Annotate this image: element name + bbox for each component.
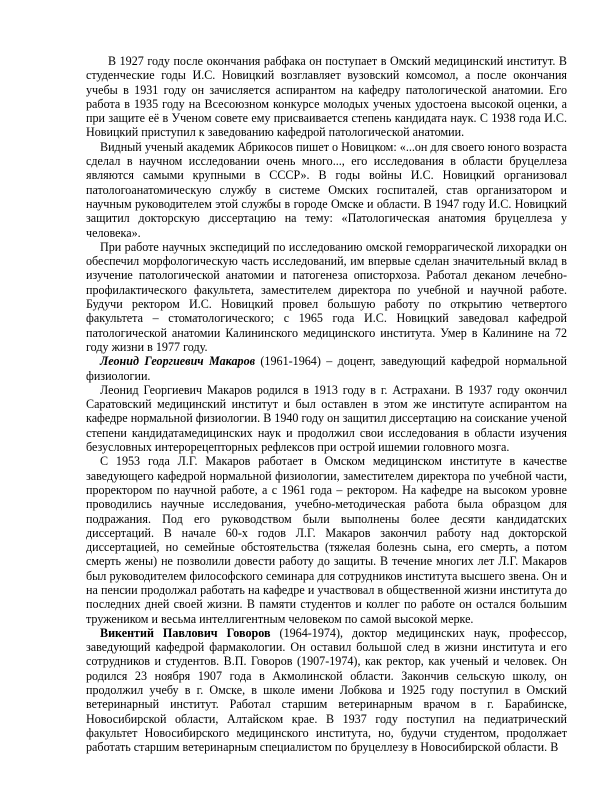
paragraph-makarov-heading [86,354,567,383]
paragraph-text: В 1927 году после окончания рабфака он поступает в Омский медицинский институт. В студенческие годы И.С. Новицкий возглавляет вузовский комсомол, а после окончания учебы в 1931 году он зачисляется аспирантом на кафедру патологической анатомии. Его работа в 1935 году на Всесоюзном конкурсе молодых ученых удостоена высокой оценки, а при защите её в Ученом совете ему присваивается степень кандидата наук. С 1938 года И.С. Новицкий приступил к заведованию кафедрой патологической анатомии. [86,54,567,140]
paragraph-text: С 1953 года Л.Г. Макаров работает в Омском медицинском институте в качестве заведующего кафедрой нормальной физиологии, заместителем директора по учебной части, проректором по научной работе, а с 1961 года – ректором. На кафедре на высоком уровне проводились научные исследования, учебно-методическая работа была образцом для подражания. Под его руководством были выполнены более десяти кандидатских диссертаций. В начале 60-х годов Л.Г. Макаров закончил работу над докторской диссертацией, но семейные обстоятельства (тяжелая болезнь сына, его смерть, а потом смерть жены) не позволили довести работу до защиты. В течение многих лет Л.Г. Макаров был руководителем философского семинара для сотрудников института высшего звена. Он и на пенсии продолжал работать на кафедре и участвовал в общественной жизни института до последних дней своей жизни. В памяти студентов и коллег по работе он остался большим тружеником и весьма интеллигентным человеком по самой высокой мерке. [86,454,567,626]
paragraph-makarov-biography [86,383,567,454]
paragraph-text: (1961-1964) – доцент, заведующий кафедрой нормальной физиологии. [86,354,567,383]
paragraph-govorov-heading [86,626,567,755]
paragraph-novitsky-expeditions [86,240,567,354]
paragraph-text: (1964-1974), доктор медицинских наук, профессор, заведующий кафедрой фармакологии. Он оставил большой след в жизни института и его сотрудников и студентов. В.П. Говоров (1907-1974), как ректор, как ученый и человек. Он родился 23 ноября 1907 года в Акмолинской области. Закончив сельскую школу, он продолжил учебу в г. Омске, в школе имени Лобкова и 1925 году поступил в Омский ветеринарный институт. Работал старшим ветеринарным врачом в г. Барабинске, Новосибирской области, Алтайском крае. В 1937 году поступил на педиатрический факультет Новосибирского медицинского института, но, будучи студентом, продолжает работать старшим ветеринарным специалистом по бруцеллезу в Новосибирской области. В [86,625,567,755]
document-page [86,54,567,755]
paragraph-text: Видный ученый академик Абрикосов пишет о Новицком: «...он для своего юного возраста сделал в научном исследовании очень много..., его исследования в области бруцеллеза являются самыми крупными в СССР». В годы войны И.С. Новицкий организовал патологоанатомическую службу в системе Омских госпиталей, став организатором и научным руководителем этой службы в городе Омске и области. В 1947 году И.С. Новицкий защитил докторскую диссертацию на тему: «Патологическая анатомия бруцеллеза у человека». [86,139,567,240]
person-name-govorov: Викентий Павлович Говоров [100,625,271,640]
paragraph-makarov-omsk [86,454,567,626]
paragraph-text: При работе научных экспедиций по исследованию омской геморрагической лихорадки он обеспечил морфологическую часть исследований, им впервые сделан значительный вклад в изучение патологической анатомии и патогенеза описторхоза. Работал деканом лечебно-профилактического факультета, заместителем директора по учебной и научной работе. Будучи ректором И.С. Новицкий провел большую работу по открытию четвертого факультета – стоматологического; с 1965 года И.С. Новицкий заведовал кафедрой патологической анатомии Калининского медицинского института. Умер в Калинине на 72 году жизни в 1977 году. [86,239,567,354]
paragraph-text: Леонид Георгиевич Макаров родился в 1913 году в г. Астрахани. В 1937 году окончил Саратовский медицинский институт и был оставлен в этом же институте аспирантом на кафедре нормальной физиологии. В 1940 году он защитил диссертацию на соискание ученой степени кандидатамедицинских наук и продолжил свои исследования в области изучения безусловных интерорецепторных рефлексов при острой ишемии головного мозга. [86,382,567,455]
paragraph-novitsky-education [86,54,567,140]
paragraph-abrikosov-quote [86,140,567,240]
person-name-makarov: Леонид Георгиевич Макаров [100,354,256,369]
